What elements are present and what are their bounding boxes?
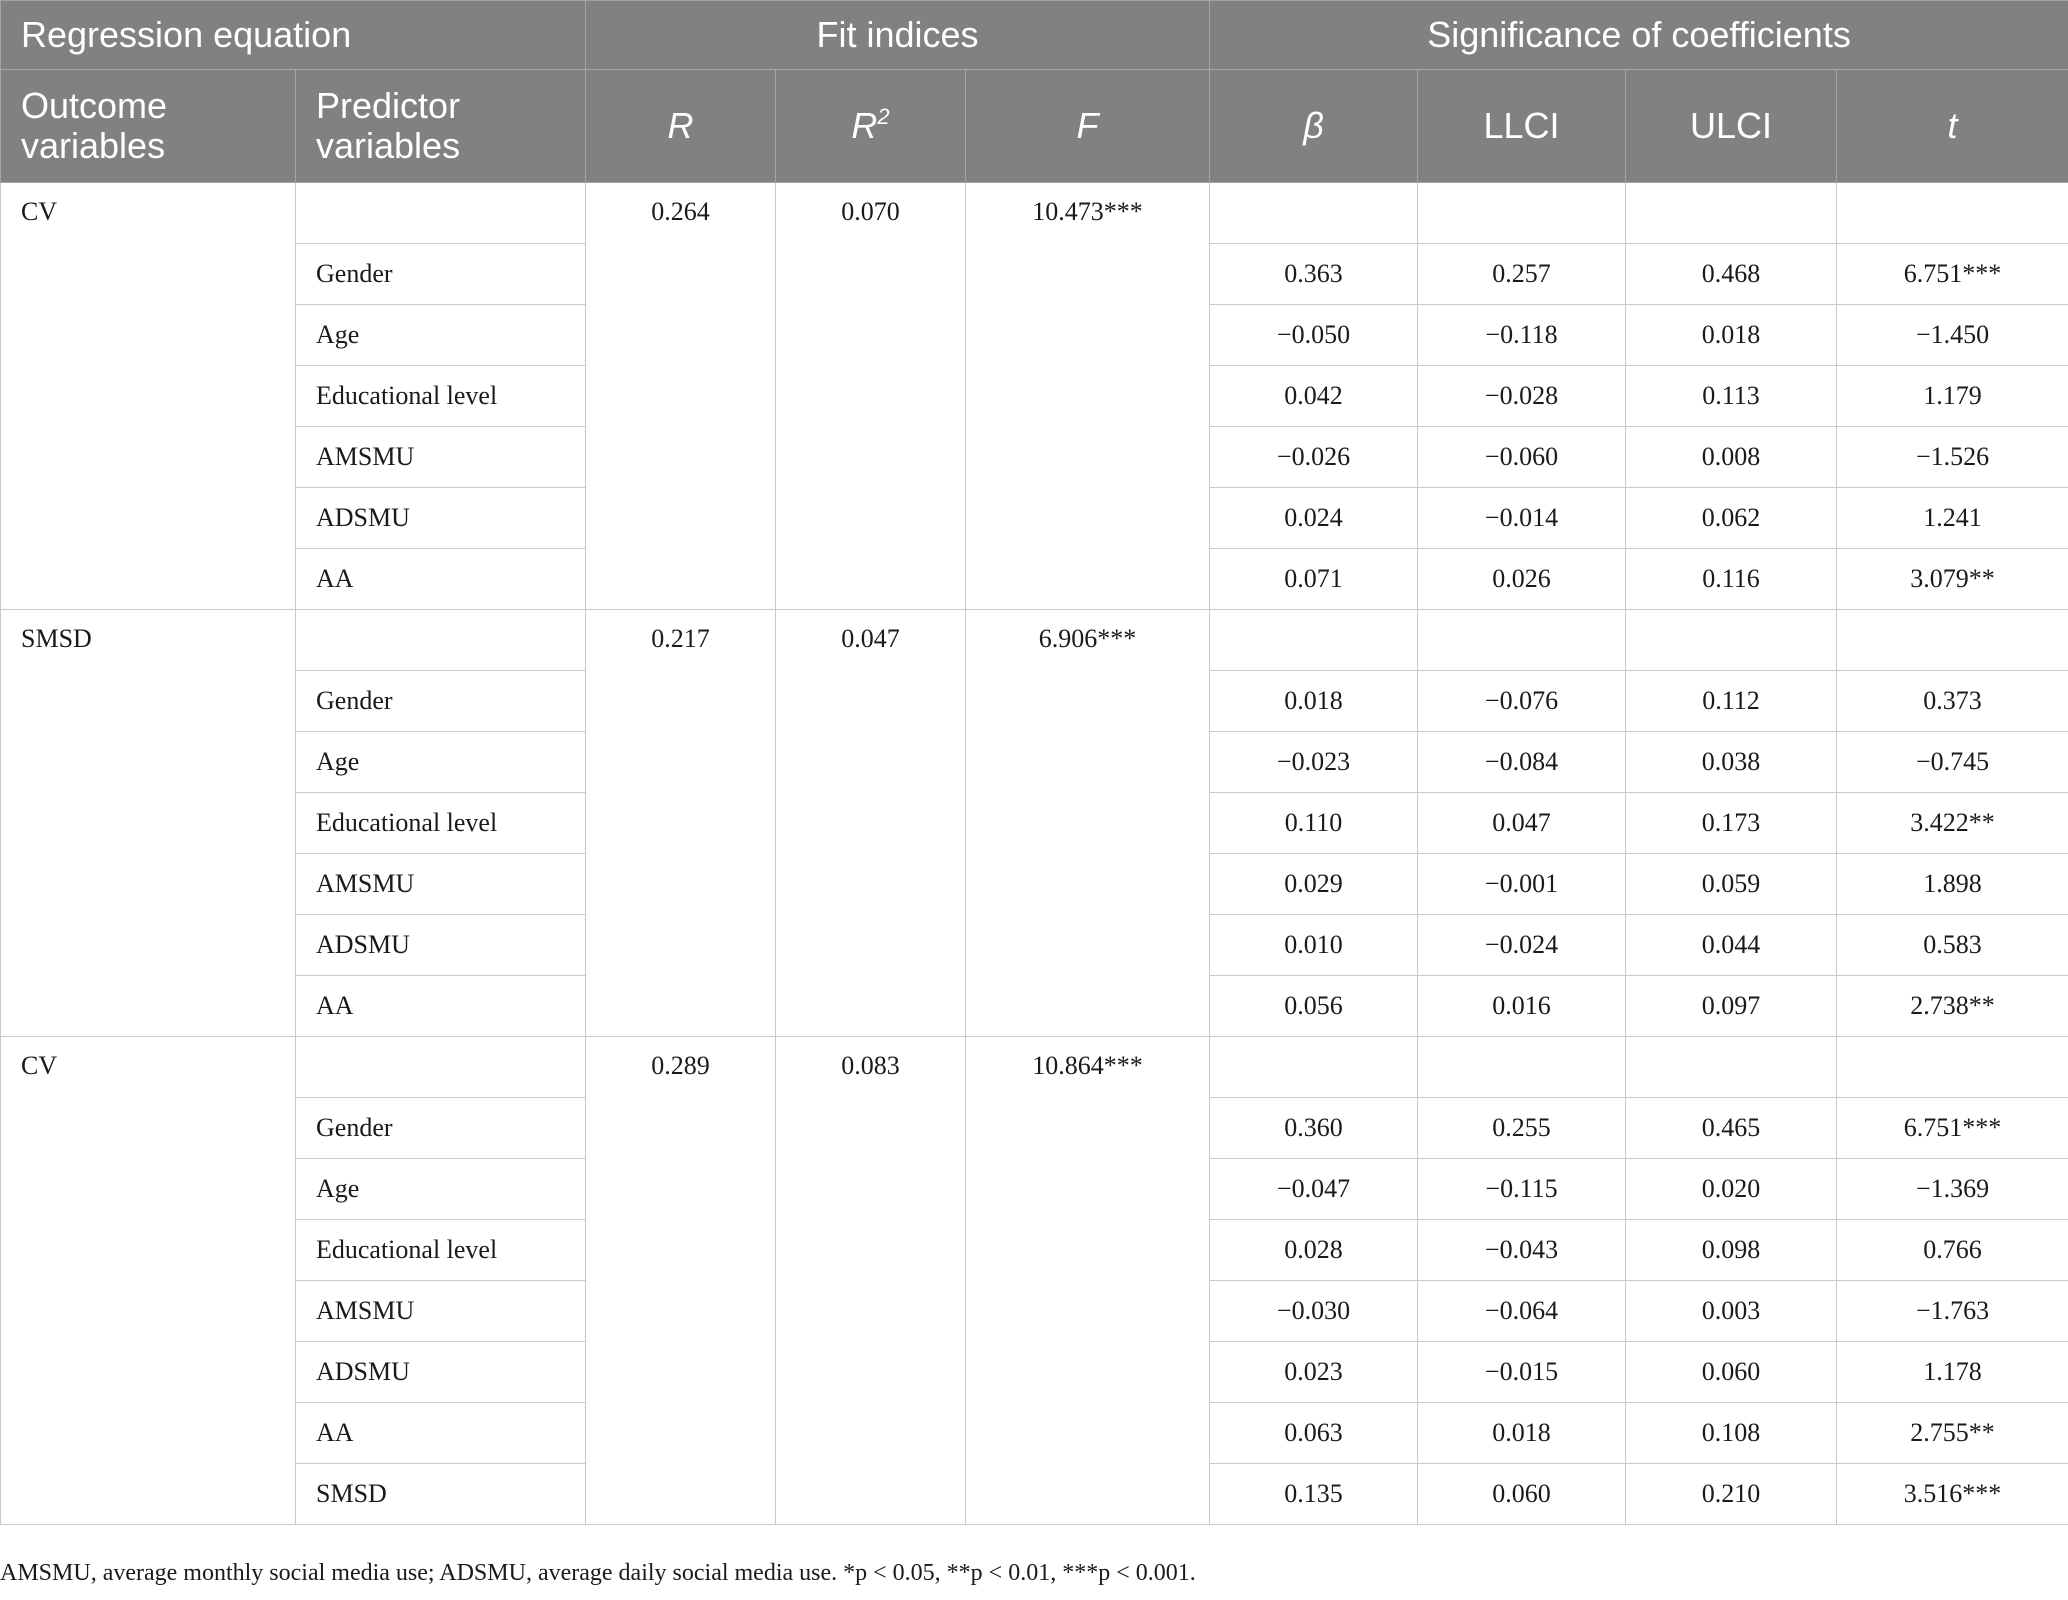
beta-cell: −0.050 [1210,305,1418,366]
t-cell-empty [1837,183,2068,244]
predictor-cell: AA [296,549,586,610]
t-cell: 0.373 [1837,671,2068,732]
llci-cell: −0.001 [1418,854,1626,915]
beta-cell: −0.023 [1210,732,1418,793]
t-cell: 3.422** [1837,793,2068,854]
predictor-cell: Gender [296,1098,586,1159]
llci-cell: −0.060 [1418,427,1626,488]
t-cell: 3.516*** [1837,1464,2068,1525]
ulci-cell: 0.210 [1626,1464,1837,1525]
beta-cell: 0.010 [1210,915,1418,976]
t-cell: 2.755** [1837,1403,2068,1464]
f-value-cell: 10.864*** [966,1037,1210,1525]
model-header-row [1,610,2068,671]
t-cell: 3.079** [1837,549,2068,610]
llci-cell: −0.076 [1418,671,1626,732]
ulci-cell: 0.173 [1626,793,1837,854]
beta-cell: −0.047 [1210,1159,1418,1220]
t-cell: 0.766 [1837,1220,2068,1281]
header-llci: LLCI [1418,70,1626,183]
table-footnote: AMSMU, average monthly social media use; ADSMU, average daily social media use. *p < 0.05, **p < 0.01, ***p < 0.001. [0,1560,1196,1586]
t-cell: 6.751*** [1837,244,2068,305]
ulci-cell: 0.020 [1626,1159,1837,1220]
predictor-cell: Gender [296,671,586,732]
ulci-cell: 0.062 [1626,488,1837,549]
beta-cell: −0.026 [1210,427,1418,488]
predictor-cell: Educational level [296,366,586,427]
header-r-squared [776,70,966,183]
llci-cell-empty [1418,183,1626,244]
r-value-cell: 0.289 [586,1037,776,1525]
beta-cell: 0.071 [1210,549,1418,610]
predictor-cell: AA [296,976,586,1037]
predictor-cell: Age [296,1159,586,1220]
predictor-cell: Age [296,305,586,366]
beta-cell: 0.110 [1210,793,1418,854]
r-squared-value-cell: 0.047 [776,610,966,1037]
header-ulci: ULCI [1626,70,1837,183]
ulci-cell-empty [1626,1037,1837,1098]
header-r-squared-base: R [851,105,878,146]
llci-cell: −0.015 [1418,1342,1626,1403]
outcome-variable-cell: SMSD [1,610,296,1037]
predictor-cell: SMSD [296,1464,586,1525]
header-r-squared-exponent: 2 [877,104,890,129]
header-column-row [1,70,2068,183]
predictor-cell: AA [296,1403,586,1464]
t-cell: 2.738** [1837,976,2068,1037]
predictor-cell: ADSMU [296,1342,586,1403]
llci-cell: 0.018 [1418,1403,1626,1464]
ulci-cell: 0.060 [1626,1342,1837,1403]
llci-cell: 0.255 [1418,1098,1626,1159]
llci-cell: −0.014 [1418,488,1626,549]
header-fit-indices: Fit indices [586,1,1210,70]
beta-cell-empty [1210,1037,1418,1098]
ulci-cell: 0.097 [1626,976,1837,1037]
llci-cell: −0.043 [1418,1220,1626,1281]
predictor-cell: Educational level [296,1220,586,1281]
r-value-cell: 0.217 [586,610,776,1037]
t-cell: 0.583 [1837,915,2068,976]
t-cell: 1.179 [1837,366,2068,427]
t-cell: −1.763 [1837,1281,2068,1342]
llci-cell: 0.026 [1418,549,1626,610]
beta-cell: 0.018 [1210,671,1418,732]
t-cell-empty [1837,1037,2068,1098]
llci-cell: −0.024 [1418,915,1626,976]
llci-cell: 0.047 [1418,793,1626,854]
header-t: t [1837,70,2068,183]
ulci-cell: 0.116 [1626,549,1837,610]
llci-cell: −0.064 [1418,1281,1626,1342]
ulci-cell-empty [1626,610,1837,671]
beta-cell-empty [1210,183,1418,244]
outcome-variable-cell: CV [1,1037,296,1525]
beta-cell: 0.063 [1210,1403,1418,1464]
header-outcome-variables: Outcome variables [1,70,296,183]
ulci-cell: 0.018 [1626,305,1837,366]
header-r: R [586,70,776,183]
predictor-cell: Educational level [296,793,586,854]
llci-cell-empty [1418,610,1626,671]
predictor-cell-empty [296,183,586,244]
t-cell: 1.241 [1837,488,2068,549]
r-value-cell: 0.264 [586,183,776,610]
llci-cell-empty [1418,1037,1626,1098]
t-cell: 1.178 [1837,1342,2068,1403]
predictor-cell: ADSMU [296,915,586,976]
llci-cell: −0.118 [1418,305,1626,366]
llci-cell: 0.257 [1418,244,1626,305]
beta-cell: 0.024 [1210,488,1418,549]
t-cell-empty [1837,610,2068,671]
ulci-cell: 0.059 [1626,854,1837,915]
model-header-row [1,1037,2068,1098]
llci-cell: 0.016 [1418,976,1626,1037]
header-beta: β [1210,70,1418,183]
model-header-row [1,183,2068,244]
beta-cell: 0.056 [1210,976,1418,1037]
ulci-cell: 0.038 [1626,732,1837,793]
beta-cell-empty [1210,610,1418,671]
beta-cell: 0.042 [1210,366,1418,427]
beta-cell: 0.135 [1210,1464,1418,1525]
beta-cell: 0.360 [1210,1098,1418,1159]
ulci-cell: 0.098 [1626,1220,1837,1281]
t-cell: 1.898 [1837,854,2068,915]
header-predictor-variables: Predictor variables [296,70,586,183]
t-cell: −1.526 [1837,427,2068,488]
beta-cell: −0.030 [1210,1281,1418,1342]
beta-cell: 0.028 [1210,1220,1418,1281]
beta-cell: 0.029 [1210,854,1418,915]
ulci-cell-empty [1626,183,1837,244]
t-cell: −1.369 [1837,1159,2068,1220]
ulci-cell: 0.465 [1626,1098,1837,1159]
f-value-cell: 10.473*** [966,183,1210,610]
ulci-cell: 0.113 [1626,366,1837,427]
llci-cell: −0.028 [1418,366,1626,427]
predictor-cell: AMSMU [296,427,586,488]
predictor-cell-empty [296,1037,586,1098]
ulci-cell: 0.108 [1626,1403,1837,1464]
predictor-cell: AMSMU [296,854,586,915]
header-significance-of-coefficients: Significance of coefficients [1210,1,2068,70]
header-regression-equation: Regression equation [1,1,586,70]
beta-cell: 0.363 [1210,244,1418,305]
beta-cell: 0.023 [1210,1342,1418,1403]
llci-cell: −0.115 [1418,1159,1626,1220]
r-squared-value-cell: 0.083 [776,1037,966,1525]
r-squared-value-cell: 0.070 [776,183,966,610]
ulci-cell: 0.112 [1626,671,1837,732]
t-cell: −1.450 [1837,305,2068,366]
header-f: F [966,70,1210,183]
predictor-cell-empty [296,610,586,671]
predictor-cell: AMSMU [296,1281,586,1342]
llci-cell: −0.084 [1418,732,1626,793]
header-group-row [1,1,2068,70]
table-body [1,183,2068,1525]
outcome-variable-cell: CV [1,183,296,610]
ulci-cell: 0.008 [1626,427,1837,488]
predictor-cell: Gender [296,244,586,305]
llci-cell: 0.060 [1418,1464,1626,1525]
predictor-cell: Age [296,732,586,793]
ulci-cell: 0.044 [1626,915,1837,976]
ulci-cell: 0.003 [1626,1281,1837,1342]
t-cell: −0.745 [1837,732,2068,793]
ulci-cell: 0.468 [1626,244,1837,305]
t-cell: 6.751*** [1837,1098,2068,1159]
f-value-cell: 6.906*** [966,610,1210,1037]
predictor-cell: ADSMU [296,488,586,549]
